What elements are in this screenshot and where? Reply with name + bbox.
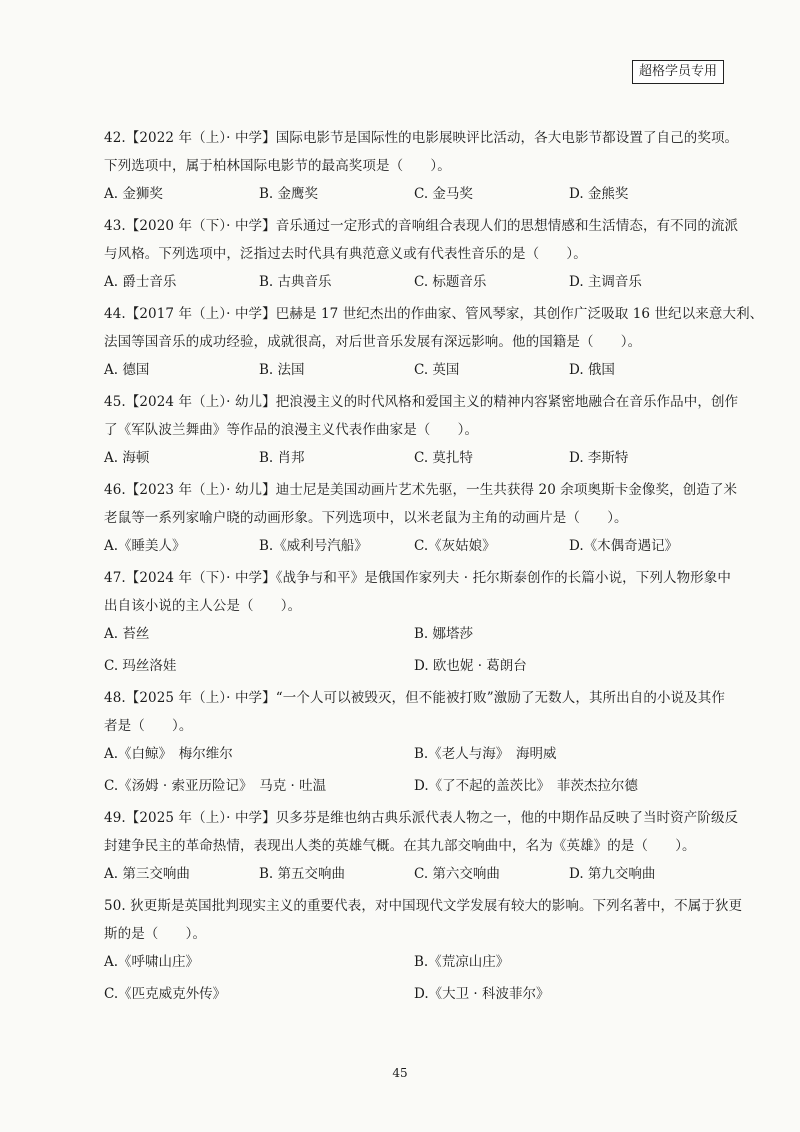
option-a[interactable]: A. 爵士音乐 [104, 274, 177, 290]
option-a[interactable]: A. 第三交响曲 [104, 866, 190, 882]
question-text: 封建争民主的革命热情，表现出人类的英雄气概。在其九部交响曲中，名为《英雄》的是（ ）。 [104, 838, 696, 854]
question-49 [104, 808, 739, 884]
option-a[interactable]: A. 金狮奖 [104, 186, 163, 202]
option-d[interactable]: D. 李斯特 [569, 450, 629, 466]
option-b[interactable]: B.《荒凉山庄》 [414, 954, 510, 970]
option-d[interactable]: D. 主调音乐 [569, 274, 642, 290]
question-text: 法国等国音乐的成功经验，成就很高，对后世音乐发展有深远影响。他的国籍是（ ）。 [104, 334, 642, 350]
option-b[interactable]: B.《威利号汽船》 [259, 538, 368, 554]
options [104, 624, 724, 688]
header-badge: 超格学员专用 [632, 60, 724, 84]
question-44 [104, 304, 764, 380]
option-c[interactable]: C. 英国 [414, 362, 460, 378]
question-text: 45.【2024 年（上）· 幼儿】把浪漫主义的时代风格和爱国主义的精神内容紧密地融合在音乐作品中，创作 [104, 394, 739, 410]
question-text: 48.【2025 年（上）· 中学】“一个人可以被毁灭，但不能被打败”激励了无数人，其所出自的小说及其作 [104, 690, 725, 706]
option-d[interactable]: D.《了不起的盖茨比》 菲茨杰拉尔德 [414, 778, 638, 794]
question-list [104, 128, 764, 1016]
question-text: 47.【2024 年（下）· 中学】《战争与和平》是俄国作家列夫 · 托尔斯泰创作的长篇小说，下列人物形象中 [104, 570, 731, 586]
options [104, 952, 724, 1016]
options [104, 272, 724, 292]
question-45 [104, 392, 739, 468]
option-d[interactable]: D. 第九交响曲 [569, 866, 656, 882]
option-b[interactable]: B.《老人与海》 海明威 [414, 746, 557, 762]
question-46 [104, 480, 738, 556]
option-b[interactable]: B. 金鹰奖 [259, 186, 319, 202]
option-c[interactable]: C. 标题音乐 [414, 274, 487, 290]
question-text: 出自该小说的主人公是（ ）。 [104, 598, 302, 614]
question-50 [104, 896, 743, 1016]
option-b[interactable]: B. 法国 [259, 362, 305, 378]
option-c[interactable]: C.《匹克威克外传》 [104, 986, 227, 1002]
question-text: 与风格。下列选项中，泛指过去时代具有典范意义或有代表性音乐的是（ ）。 [104, 246, 587, 262]
question-text: 49.【2025 年（上）· 中学】贝多芬是维也纳古典乐派代表人物之一，他的中期作品反映了当时资产阶级反 [104, 810, 739, 826]
option-c[interactable]: C. 第六交响曲 [414, 866, 500, 882]
option-a[interactable]: A. 苔丝 [104, 626, 150, 642]
option-d[interactable]: D.《大卫 · 科波菲尔》 [414, 986, 550, 1002]
question-text: 46.【2023 年（上）· 幼儿】迪士尼是美国动画片艺术先驱，一生共获得 20 余项奥斯卡金像奖，创造了米 [104, 482, 738, 498]
option-d[interactable]: D. 欧也妮 · 葛朗台 [414, 658, 527, 674]
question-text: 下列选项中，属于柏林国际电影节的最高奖项是（ ）。 [104, 158, 451, 174]
question-text: 老鼠等一系列家喻户晓的动画形象。下列选项中，以米老鼠为主角的动画片是（ ）。 [104, 510, 628, 526]
option-c[interactable]: C.《灰姑娘》 [414, 538, 496, 554]
option-a[interactable]: A.《呼啸山庄》 [104, 954, 200, 970]
option-d[interactable]: D. 金熊奖 [569, 186, 629, 202]
question-43 [104, 216, 739, 292]
option-a[interactable]: A.《白鲸》 梅尔维尔 [104, 746, 233, 762]
option-b[interactable]: B. 肖邦 [259, 450, 305, 466]
option-c[interactable]: C.《汤姆 · 索亚历险记》 马克 · 吐温 [104, 778, 327, 794]
question-47 [104, 568, 731, 688]
page-number: 45 [392, 1066, 408, 1080]
option-a[interactable]: A.《睡美人》 [104, 538, 186, 554]
question-text: 了《军队波兰舞曲》等作品的浪漫主义代表作曲家是（ ）。 [104, 422, 479, 438]
option-d[interactable]: D.《木偶奇遇记》 [569, 538, 679, 554]
question-text: 50. 狄更斯是英国批判现实主义的重要代表，对中国现代文学发展有较大的影响。下列名著中，不属于狄更 [104, 898, 743, 914]
options [104, 448, 724, 468]
question-text: 者是（ ）。 [104, 718, 193, 734]
question-text: 43.【2020 年（下）· 中学】音乐通过一定形式的音响组合表现人们的思想情感和生活情态，有不同的流派 [104, 218, 739, 234]
option-a[interactable]: A. 海顿 [104, 450, 150, 466]
question-text: 42.【2022 年（上）· 中学】国际电影节是国际性的电影展映评比活动，各大电影节都设置了自己的奖项。 [104, 130, 739, 146]
option-d[interactable]: D. 俄国 [569, 362, 615, 378]
options [104, 864, 724, 884]
option-c[interactable]: C. 金马奖 [414, 186, 473, 202]
question-42 [104, 128, 739, 204]
question-text: 44.【2017 年（上）· 中学】巴赫是 17 世纪杰出的作曲家、管风琴家，其创作广泛吸取 16 世纪以来意大利、 [104, 306, 764, 322]
option-b[interactable]: B. 第五交响曲 [259, 866, 346, 882]
option-a[interactable]: A. 德国 [104, 362, 150, 378]
options [104, 744, 724, 808]
question-48 [104, 688, 724, 808]
question-text: 斯的是（ ）。 [104, 926, 207, 942]
option-b[interactable]: B. 古典音乐 [259, 274, 332, 290]
option-c[interactable]: C. 莫扎特 [414, 450, 473, 466]
options [104, 536, 724, 556]
option-c[interactable]: C. 玛丝洛娃 [104, 658, 177, 674]
option-b[interactable]: B. 娜塔莎 [414, 626, 474, 642]
options [104, 360, 724, 380]
options [104, 184, 724, 204]
